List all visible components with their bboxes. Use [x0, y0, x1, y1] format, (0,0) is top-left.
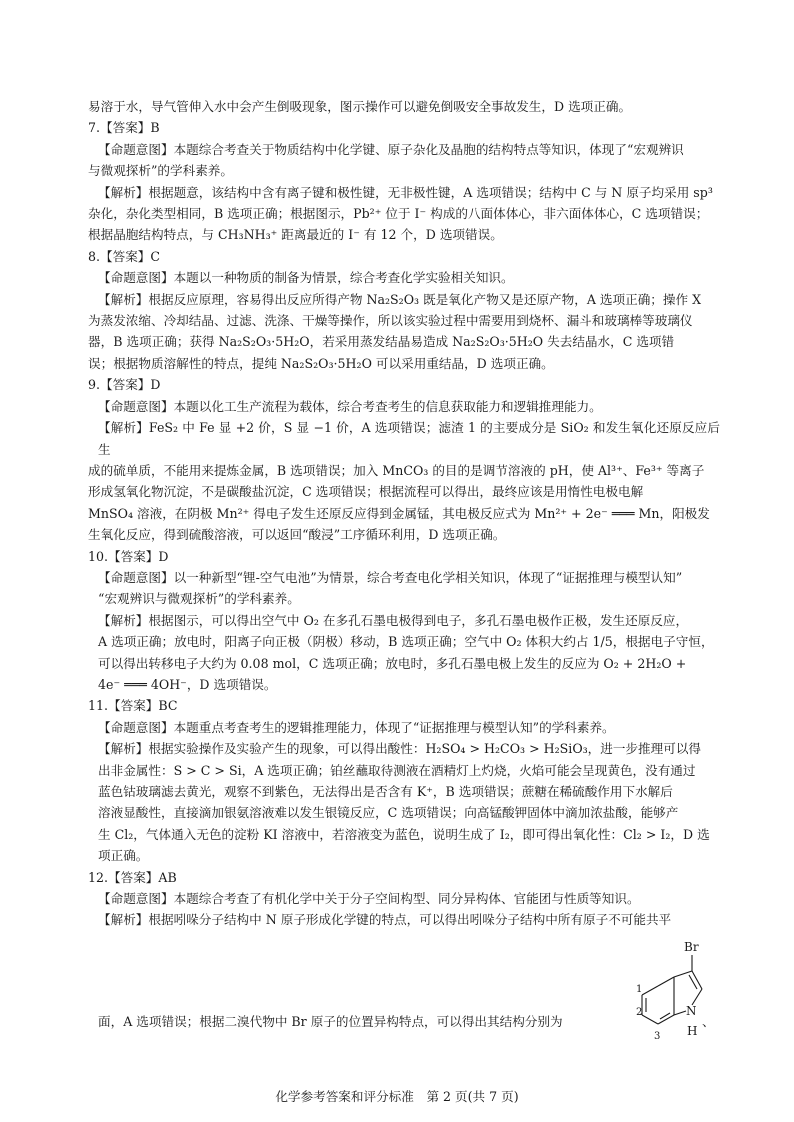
- pos1-label: 1: [636, 983, 643, 995]
- text-line: 蓝色钴玻璃滤去黄光，观察不到紫色，无法得出是否含有 K⁺，B 选项错误；蔗糖在稀硫酸作用下水解后: [98, 784, 673, 799]
- text-line: 4e⁻ ═══ 4OH⁻，D 选项错误。: [98, 676, 277, 692]
- br-label: Br: [684, 939, 699, 954]
- text-line: 成的硫单质，不能用来提炼金属，B 选项错误；加入 MnCO₃ 的目的是调节溶液的 pH，使 Al³⁺、Fe³⁺ 等离子: [88, 462, 705, 478]
- text-line: 器，B 选项正确；获得 Na₂S₂O₃·5H₂O，若采用蒸发结晶易造成 Na₂S₂O₃·5H₂O 失去结晶水，C 选项错: [88, 334, 675, 350]
- text-line: 12.【答案】AB: [88, 869, 177, 885]
- text-line: 【解析】根据反应原理，容易得出反应所得产物 Na₂S₂O₃ 既是氧化产物又是还原产物，A 选项正确；操作 X: [98, 291, 702, 307]
- pos3-label: 3: [654, 1030, 661, 1042]
- text-line: 出非金属性：S > C > Si，A 选项正确；铂丝蘸取待测液在酒精灯上灼烧，火焰可能会呈现黄色，没有通过: [98, 762, 696, 778]
- text-line: 【命题意图】本题综合考查关于物质结构中化学键、原子杂化及晶胞的结构特点等知识，体现了“宏观辨识: [98, 141, 684, 157]
- text-line: 【解析】FeS₂ 中 Fe 显 +2 价，S 显 −1 价，A 选项错误；滤渣 1 的主要成分是 SiO₂ 和发生氧化还原反应后生: [98, 420, 720, 457]
- text-line: 11.【答案】BC: [88, 698, 178, 714]
- text-line: 易溶于水，导气管伸入水中会产生倒吸现象，图示操作可以避免倒吸安全事故发生，D 选项正确。: [88, 99, 632, 114]
- text-line: 形成氢氧化物沉淀，不是碳酸盐沉淀，C 选项错误；根据流程可以得出，最终应该是用惰性电极电解: [88, 484, 644, 500]
- text-line: 【命题意图】本题以一种物质的制备为情景，综合考查化学实验相关知识。: [98, 270, 514, 286]
- text-line: 与微观探析”的学科素养。: [88, 163, 233, 179]
- text-line: MnSO₄ 溶液，在阴极 Mn²⁺ 得电子发生还原反应得到金属锰，其电极反应式为 Mn²⁺ + 2e⁻ ═══ Mn，阳极发: [88, 505, 710, 521]
- text-line: 根据晶胞结构特点，与 CH₃NH₃⁺ 距离最近的 I⁻ 有 12 个，D 选项错误。: [88, 227, 503, 243]
- text-line: 10.【答案】D: [88, 548, 169, 564]
- document-body: [88, 96, 720, 1059]
- text-line: 杂化，杂化类型相同，B 选项正确；根据图示，Pb²⁺ 位于 I⁻ 构成的八面体体心，非六面体体心，C 选项错误；: [88, 206, 709, 222]
- text-line: 【命题意图】本题重点考查考生的逻辑推理能力，体现了“证据推理与模型认知”的学科素养。: [98, 719, 615, 735]
- text-line: 【解析】根据实验操作及实验产生的现象，可以得出酸性：H₂SO₄ > H₂CO₃ > H₂SiO₃，进一步推理可以得: [98, 741, 702, 757]
- text-line: 项正确。: [98, 848, 149, 864]
- pos2-label: 2: [636, 1006, 643, 1018]
- text-line: A 选项正确；放电时，阳离子向正极（阴极）移动，B 选项正确；空气中 O₂ 体积大约占 1/5，根据电子守恒，: [98, 634, 714, 650]
- text-line: 【解析】根据图示，可以得出空气中 O₂ 在多孔石墨电极得到电子，多孔石墨电极作正极，发生还原反应，: [98, 612, 689, 628]
- text-line: 【命题意图】本题以化工生产流程为载体，综合考查考生的信息获取能力和逻辑推理能力。: [98, 398, 602, 414]
- text-line: 9.【答案】D: [88, 377, 161, 393]
- n-label: N: [686, 1003, 697, 1018]
- dibromo-indole-structure: [636, 935, 726, 1059]
- text-line: 生氧化反应，得到硫酸溶液，可以返回“酸浸”工序循环利用，D 选项正确。: [88, 527, 506, 543]
- text-line: 误；根据物质溶解性的特点，提纯 Na₂S₂O₃·5H₂O 可以采用重结晶，D 选项正确。: [88, 355, 554, 371]
- text-line: 7.【答案】B: [88, 120, 160, 136]
- text-line: 为蒸发浓缩、冷却结晶、过滤、洗涤、干燥等操作，所以该实验过程中需要用到烧杯、漏斗和玻璃棒等玻璃仪: [88, 313, 693, 329]
- h-label: H: [687, 1023, 698, 1038]
- last-text-line: 面，A 选项错误；根据二溴代物中 Br 原子的位置异构特点，可以得出其结构分别为: [98, 1013, 563, 1029]
- text-line: 【命题意图】本题综合考查了有机化学中关于分子空间构型、同分异构体、官能团与性质等知识。: [98, 891, 640, 907]
- text-line: 【解析】根据吲哚分子结构中 N 原子形成化学键的特点，可以得出吲哚分子结构中所有原子不可能共平: [98, 912, 672, 928]
- trailing-punctuation: 、: [702, 1013, 715, 1029]
- text-line: 溶液显酸性，直接滴加银氨溶液难以发生银镜反应，C 选项错误；向高锰酸钾固体中滴加浓盐酸，能够产: [98, 805, 679, 821]
- text-line: 【解析】根据题意，该结构中含有离子键和极性键，无非极性键，A 选项错误；结构中 C 与 N 原子均采用 sp³: [98, 184, 713, 200]
- structure-row: [88, 935, 720, 1059]
- text-line: “宏观辨识与微观探析”的学科素养。: [98, 591, 300, 607]
- page-footer: 化学参考答案和评分标准 第 2 页(共 7 页): [275, 1089, 519, 1104]
- text-line: 生 Cl₂，气体通入无色的淀粉 KI 溶液中，若溶液变为蓝色，说明生成了 I₂，即可得出氧化性：Cl₂ > I₂，D 选: [98, 826, 710, 842]
- text-lines: [88, 96, 720, 931]
- text-line: 【命题意图】以一种新型“锂-空气电池”为情景，综合考查电化学相关知识，体现了“证据推理与模型认知”: [98, 569, 683, 585]
- text-line: 可以得出转移电子大约为 0.08 mol，C 选项正确；放电时，多孔石墨电极上发生的反应为 O₂ + 2H₂O +: [98, 655, 687, 671]
- text-line: 8.【答案】C: [88, 248, 161, 264]
